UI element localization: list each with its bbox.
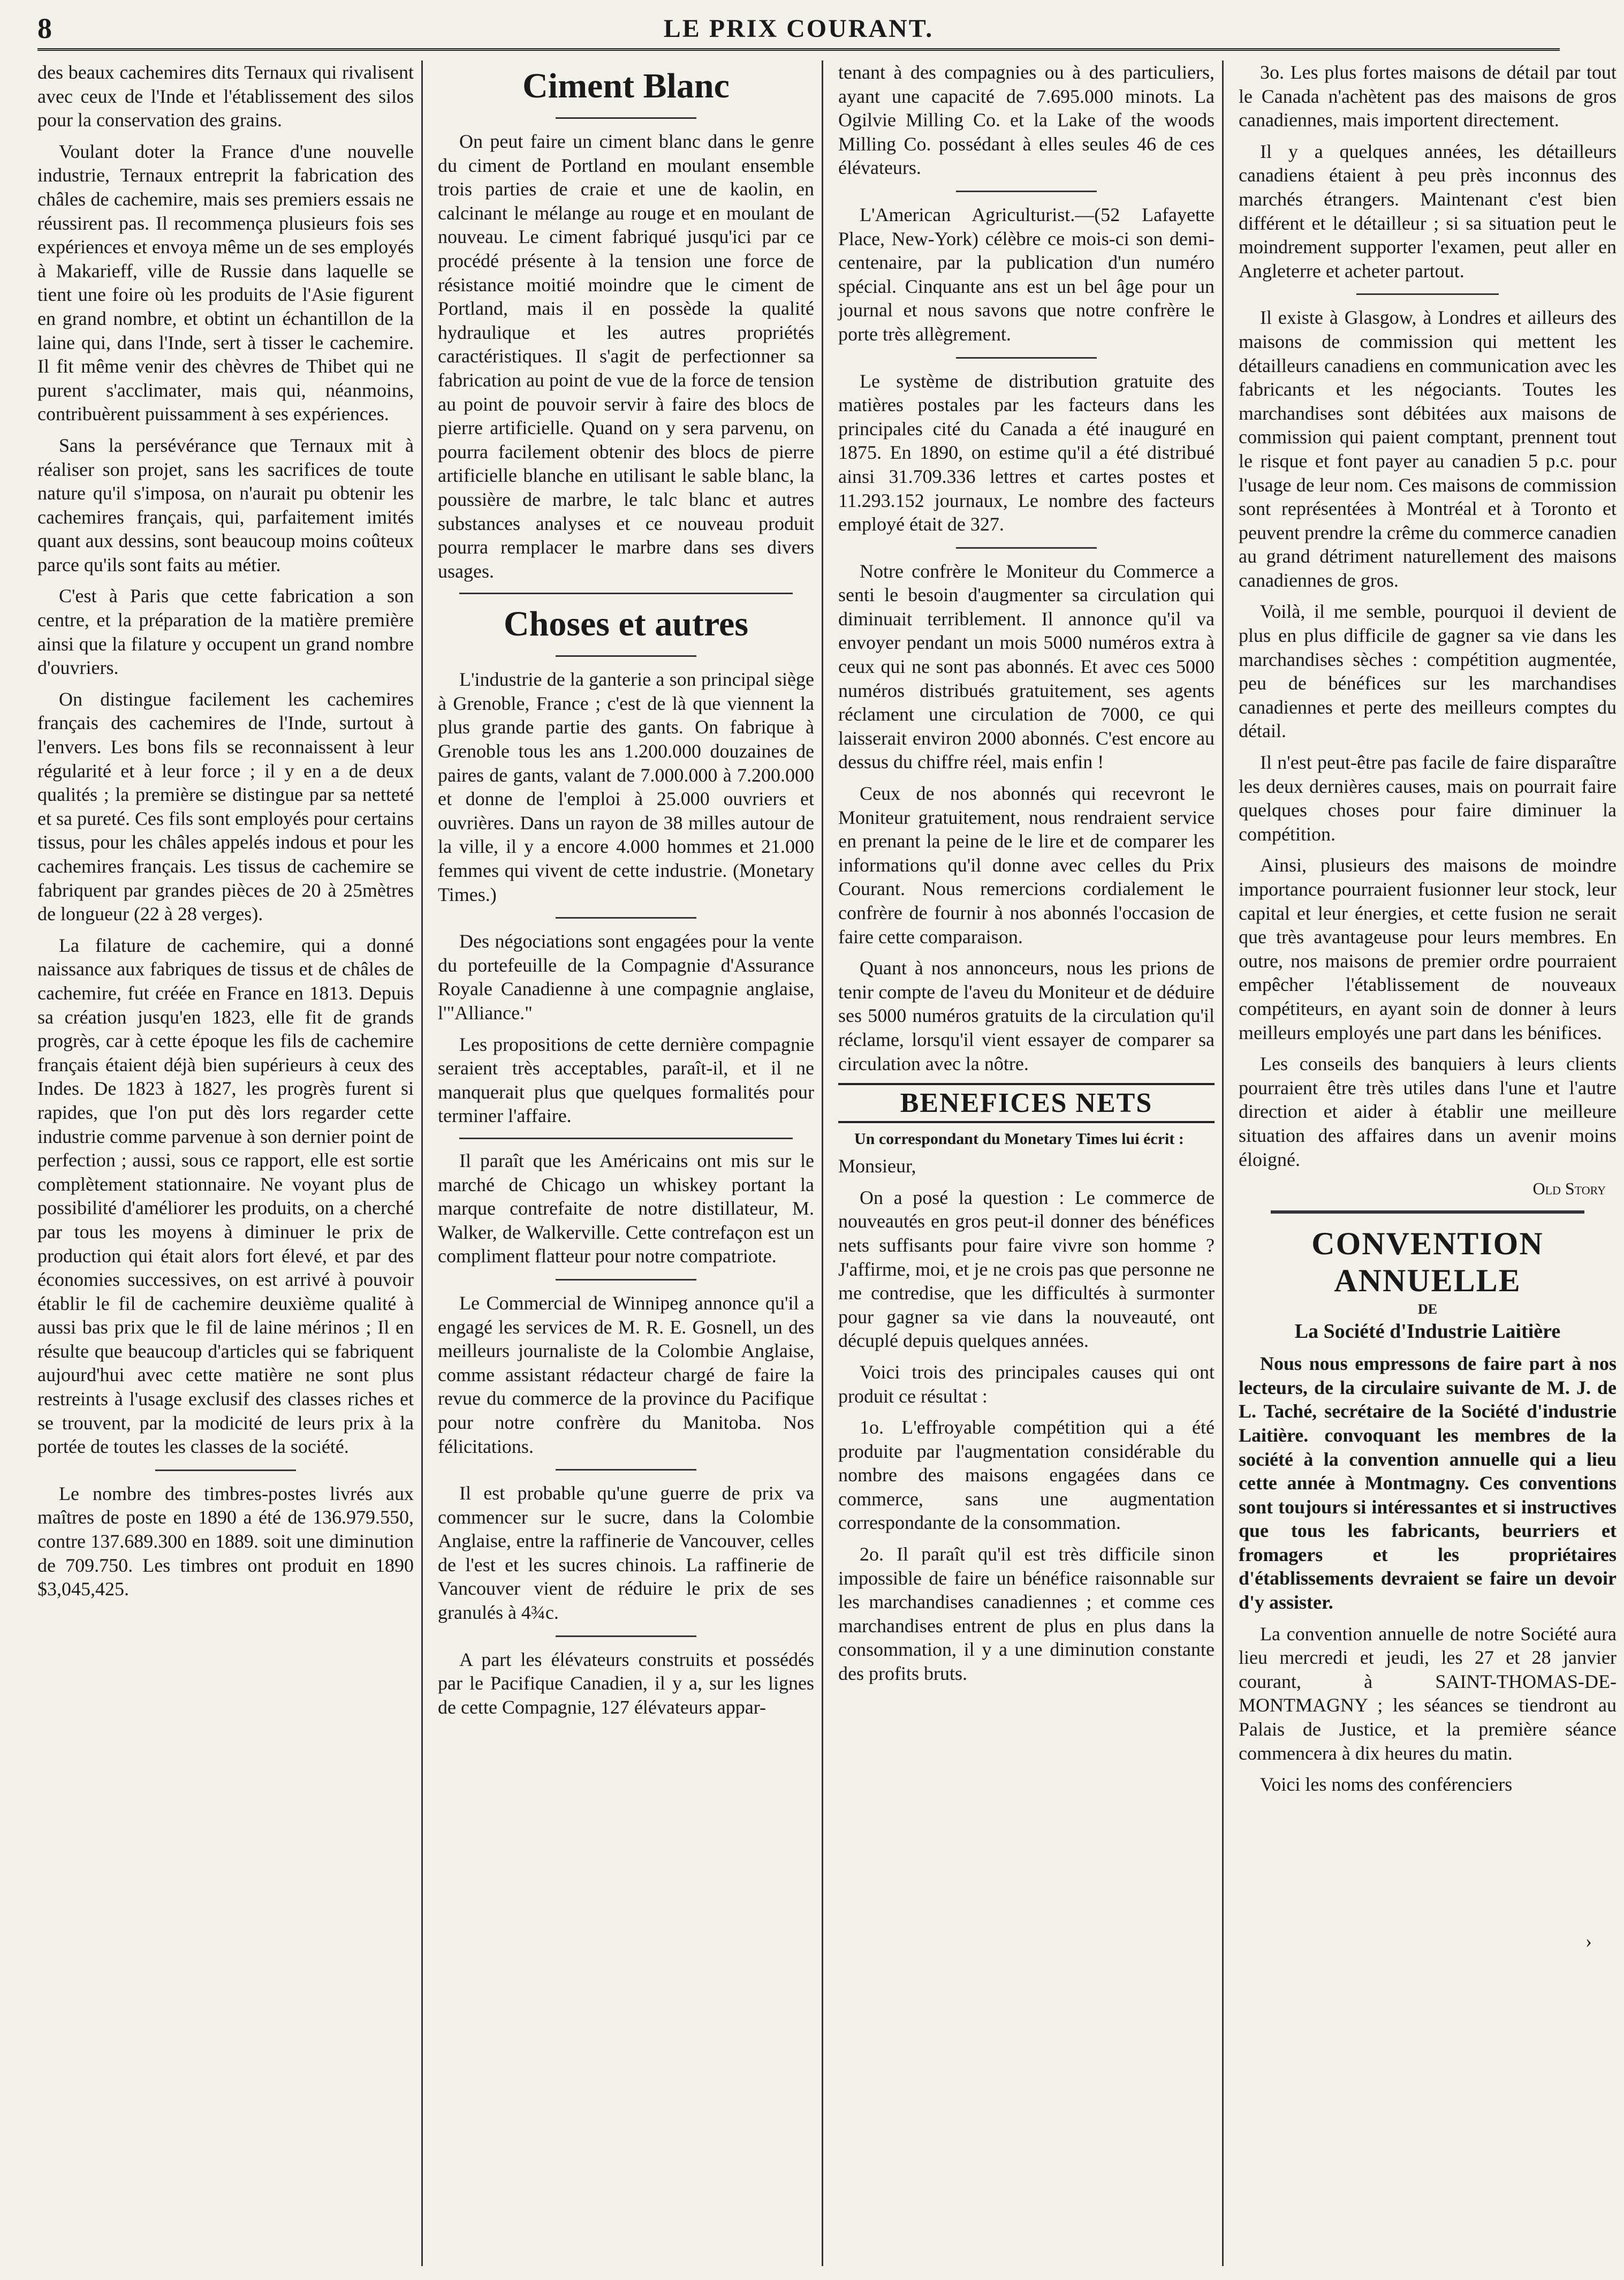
paragraph: Quant à nos annonceurs, nous les prions de tenir compte de l'aveu du Moniteur et de déduire ses 5000 numéros gratuits de la circulation qu'il réclame, lorsqu'il vient essayer de comparer sa circulation avec la nôtre.: [838, 957, 1215, 1074]
divider-rule: [556, 1469, 696, 1471]
paragraph: Voici les noms des conférenciers: [1260, 1774, 1513, 1796]
column-2: [438, 60, 823, 2266]
paragraph: Les propositions de cette dernière compagnie seraient très acceptables, paraît-il, et il ne manquerait plus que quelques formalités pour terminer l'affaire.: [438, 1033, 814, 1127]
paragraph: Il existe à Glasgow, à Londres et ailleurs des maisons de commission qui mettent les détailleurs canadiens en communication avec les fabricants et les négociants. Toutes les marchandises sont débitées aux maisons de commission qui paient comptant, prennent tout le risque et font payer au canadien 5 p.c. pour l'usage de leur nom. Ces maisons de commission sont représentées à Montréal et à Toronto et peuvent prendre la crême du commerce canadien au grand détriment naturellement des maisons canadiennes de gros.: [1239, 307, 1617, 591]
paragraph: Il paraît que les Américains ont mis sur le marché de Chicago un whiskey portant la marque contrefaite de notre distillateur, M. Walker, de Walkerville. Cette contrefaçon est un compliment flatteur pour notre compatriote.: [438, 1149, 814, 1267]
paragraph: Le Commercial de Winnipeg annonce qu'il a engagé les services de M. R. E. Gosnell, un des meilleurs journaliste de la Colombie Anglaise, comme assistant rédacteur chargé de faire la revue du commerce de la province du Pacifique pour notre confrère du Manitoba. Nos félicitations.: [438, 1292, 814, 1457]
paragraph: On peut faire un ciment blanc dans le genre du ciment de Portland en moulant ensemble trois parties de craie et une de kaolin, en calcinant le mélange au rouge et en moulant de nouveau. Le ciment fabriqué jusqu'ici par ce procédé présente à la tension une force de résistance moitié moindre que le ciment de Portland, mais il en possède la qualité hydraulique et les autres propriétés caractéristiques. Il s'agit de perfectionner sa fabrication au point de vue de la force de tension au point de pouvoir servir à faire des blocs de pierre artificielle. Quand on y sera parvenu, on pourra facilement obtenir des blocs de pierre artificielle blanche en utilisant le sable blanc, la poussière de marbre, le talc blanc et autres substances analyses et ce nouveau produit pourra remplacer le marbre dans ses divers usages.: [438, 131, 814, 582]
paragraph: On distingue facilement les cachemires français des cachemires de l'Inde, surtout à l'envers. Les bons fils se reconnaissent à leur régularité et à leur force ; il y en a de deux qualités ; la première se distingue par sa netteté et sa pureté. Ces fils sont employés pour certains tissus, pour les châles appelés indous et pour les cachemires français. Les tissus de cachemire se fabriquent par grandes pièces de 20 à 25mètres de longueur (22 à 28 verges).: [37, 688, 414, 925]
divider-rule: [556, 117, 696, 119]
divider-rule: [155, 1469, 296, 1471]
paragraph: des beaux cachemires dits Ternaux qui rivalisent avec ceux de l'Inde et l'établissement des silos pour la conservation des grains.: [37, 62, 414, 131]
paragraph: L'industrie de la ganterie a son principal siège à Grenoble, France ; c'est de là que viennent la plus grande partie des gants. On fabrique à Grenoble tous les ans 1.200.000 douzaines de paires de gants, valant de 7.000.000 à 7.200.000 et donne de l'emploi à 25.000 ouvriers et ouvrières. Dans un rayon de 38 milles autour de la ville, il y a encore 4.000 hommes et 21.000 femmes qui vivent de cette industrie. (Monetary Times.): [438, 669, 814, 905]
paragraph: Voulant doter la France d'une nouvelle industrie, Ternaux entreprit la fabrication des châles de cachemire, mais ses premiers essais ne réussirent pas. Il recommença plusieurs fois ses expériences et envoya même un de ses employés à Makarieff, ville de Russie dans laquelle se tient une foire où les produits de l'Asie figurent en grand nombre, et obtint un échantillon de la laine qui, dans l'Inde, sert à tisser le cachemire. Il fit même venir des chèvres de Thibet qui ne purent s'acclimater, mais qui, néanmoins, contribuèrent puissamment à ses expériences.: [37, 140, 414, 425]
article-title-ciment-blanc: Ciment Blanc: [522, 66, 730, 105]
divider-rule: [1271, 1210, 1584, 1214]
column-4: [1239, 60, 1624, 2266]
paragraph: 1o. L'effroyable compétition qui a été produite par l'augmentation considérable du nombre des maisons engagées dans ce commerce, sans une augmentation correspondante de la consommation.: [838, 1417, 1215, 1534]
paragraph: Notre confrère le Moniteur du Commerce a senti le besoin d'augmenter sa circulation qui diminuait terriblement. Il annonce qu'il va envoyer pendant un mois 5000 numéros extra à ceux qui ne sont pas abonnés. Et avec ces 5000 numéros distribués gratuitement, ses agents réclament une circulation de 7000, ce qui laisserait environ 2000 abonnés. C'est encore au dessus du chiffre réel, mais enfin !: [838, 560, 1215, 773]
bold-intro-paragraph: Nous nous empressons de faire part à nos lecteurs, de la circulaire suivante de M. J. de L. Taché, secrétaire de la Société d'industrie Laitière. convoquant les membres de la société à la convention annuelle qui a lieu cette année à Montmagny. Ces conventions sont toujours si intéressantes et si instructives que tous les fabricants, beurriers et fromagers et les propriétaires d'établissements devraient se faire un devoir d'y assister.: [1239, 1353, 1617, 1614]
salutation: Monsieur,: [838, 1155, 916, 1177]
paragraph: C'est à Paris que cette fabrication a son centre, et la préparation de la matière première ainsi que la filature y occupent un grand nombre d'ouvriers.: [37, 585, 414, 679]
paragraph: La convention annuelle de notre Société aura lieu mercredi et jeudi, les 27 et 28 janvier courant, à SAINT-THOMAS-DE-MONTMAGNY ; les séances se tiendront au Palais de Justice, et la première séance commencera à dix heures du matin.: [1239, 1623, 1617, 1764]
columns: [37, 60, 1617, 2266]
page-header: [37, 11, 1560, 51]
article-title-benefices-nets: BENEFICES NETS: [838, 1083, 1215, 1123]
correspondent-intro: Un correspondant du Monetary Times lui écrit :: [854, 1130, 1184, 1148]
paragraph: 3o. Les plus fortes maisons de détail par tout le Canada n'achètent pas des maisons de gros canadiennes, mais importent directement.: [1239, 62, 1617, 131]
divider-rule: [556, 1635, 696, 1637]
column-1: [37, 60, 423, 2266]
paragraph: tenant à des compagnies ou à des particuliers, ayant une capacité de 7.695.000 minots. La Ogilvie Milling Co. et la Lake of the woods Milling Co. possédant à elles seules 46 de ces élévateurs.: [838, 62, 1215, 179]
paragraph: Il n'est peut-être pas facile de faire disparaître les deux dernières causes, mais on pourrait faire quelques choses pour faire diminuer la compétition.: [1239, 752, 1617, 845]
paragraph: Il est probable qu'une guerre de prix va commencer sur le sucre, dans la Colombie Anglaise, entre la raffinerie de Vancouver, celles de l'est et les sucres chinois. La raffinerie de Vancouver vient de réduire le prix de ses granulés à 4¾c.: [438, 1482, 814, 1624]
article-title-connector: DE: [1417, 1301, 1438, 1317]
running-title: LE PRIX COURANT.: [663, 14, 934, 43]
column-3: [838, 60, 1224, 2266]
divider-rule: [956, 357, 1097, 359]
paragraph: Voilà, il me semble, pourquoi il devient de plus en plus difficile de gagner sa vie dans les marchandises sèches : compétition augmentée, peu de bénéfices sur les marchandises canadiennes et perte des meilleurs comptes du détail.: [1239, 601, 1617, 742]
paragraph: La filature de cachemire, qui a donné naissance aux fabriques de tissus et de châles de cachemire, fut créée en France en 1813. Depuis sa création jusqu'en 1823, elle fit de grands progrès, car à cette époque les fils de cachemire français étaient déjà bien supérieurs à ceux des Indes. De 1823 à 1827, les progrès furent si rapides, que l'on put dès lors regarder cette industrie comme parvenue à son dernier point de perfection ; aussi, sous ce rapport, elle est sortie complètement stationnaire. Ne voyant plus de possibilité d'améliorer les produits, on a cherché par tous les moyens à diminuer le prix de production qui était alors fort élevé, et par des économies successives, on est arrivé à pouvoir établir le fil de cachemire deuxième qualité à aussi bas prix que le fil de laine mérinos ; Il en résulte que beaucoup d'articles qui se fabriquent aujourd'hui avec cette matière ne sont plus restreints à l'usage exclusif des classes riches et se trouvent, par la modicité de leurs prix à la portée de toutes les classes de la société.: [37, 934, 414, 1458]
paragraph: Voici trois des principales causes qui ont produit ce résultat :: [838, 1361, 1215, 1407]
paragraph: Les conseils des banquiers à leurs clients pourraient être très utiles dans l'une et l'autre direction et aider à établir une meilleure situation des affaires dans un avenir moins éloigné.: [1239, 1053, 1617, 1170]
paragraph: Le système de distribution gratuite des matières postales par les facteurs dans les principales cité du Canada a été inauguré en 1875. En 1890, on estime qu'il a été distribué ainsi 31.709.336 lettres et cartes postes et 11.293.152 journaux, Le nombre des facteurs employé était de 327.: [838, 370, 1215, 535]
paragraph: Il y a quelques années, les détailleurs canadiens étaient à peu près inconnus des marchés étrangers. Maintenant c'est bien différent et le détailleur ; si sa situation peut le moindrement supporter l'examen, peut aller en Angleterre et acheter partout.: [1239, 140, 1617, 282]
page-number: 8: [37, 12, 52, 44]
paragraph: Ainsi, plusieurs des maisons de moindre importance pourraient fusionner leur stock, leur capital et leur énergies, et cette fusion ne serait que très avantageuse pour leurs membres. En outre, nos maisons de premier ordre pourraient empêcher l'établissement de nouveaux compétiteurs, en ayant soin de donner à leurs meilleurs employés une part dans les bénifices.: [1239, 854, 1617, 1043]
article-subtitle: La Société d'Industrie Laitière: [1294, 1320, 1561, 1343]
paragraph: Des négociations sont engagées pour la vente du portefeuille de la Compagnie d'Assurance Royale Canadienne à une compagnie anglaise, l'"Alliance.": [438, 930, 814, 1024]
article-title-choses-et-autres: Choses et autres: [503, 604, 749, 644]
article-title-convention: CONVENTION ANNUELLE: [1311, 1226, 1544, 1299]
divider-rule: [556, 1279, 696, 1281]
divider-rule: [956, 547, 1097, 549]
paragraph: A part les élévateurs construits et possédés par le Pacifique Canadien, il y a, sur les lignes de cette Compagnie, 127 élévateurs appar-: [438, 1648, 814, 1718]
divider-rule: [956, 191, 1097, 192]
signature: Old Story: [1532, 1179, 1606, 1199]
divider-rule: [459, 1138, 793, 1139]
chevron-right-icon: ›: [1585, 1930, 1592, 1952]
paragraph: L'American Agriculturist.—(52 Lafayette Place, New-York) célèbre ce mois-ci son demi-centenaire, par la publication d'un numéro spécial. Cinquante ans est un bel âge pour un journal et nous savons que notre confrère le porte très allègrement.: [838, 203, 1215, 345]
divider-rule: [556, 917, 696, 919]
paragraph: Le nombre des timbres-postes livrés aux maîtres de poste en 1890 a été de 136.979.550, contre 137.689.300 en 1889. soit une diminution de 709.750. Les timbres ont produit en 1890 $3,045,425.: [37, 1482, 414, 1600]
divider-rule: [459, 593, 793, 594]
divider-rule: [556, 655, 696, 657]
paragraph: Ceux de nos abonnés qui recevront le Moniteur gratuitement, nous rendraient service en prenant la peine de le lire et de comparer les informations qu'il donne avec celles du Prix Courant. Nous remercions cordialement le confrère de fournir à nos abonnés l'occasion de faire cette comparaison.: [838, 783, 1215, 948]
divider-rule: [1356, 293, 1499, 295]
paragraph: 2o. Il paraît qu'il est très difficile sinon impossible de faire un bénéfice raisonnable sur les marchandises canadiennes ; et comme ces marchandises entrent de plus en plus dans la consommation, il y a une diminution constante des profits bruts.: [838, 1543, 1215, 1685]
paragraph: Sans la persévérance que Ternaux mit à réaliser son projet, sans les sacrifices de toute nature qu'il s'imposa, on n'aurait pu obtenir les cachemires français, qui, parfaitement imités quant aux dessins, sont beaucoup moins coûteux parce qu'ils sont faits au métier.: [37, 434, 414, 575]
paragraph: On a posé la question : Le commerce de nouveautés en gros peut-il donner des bénéfices nets suffisants pour faire vivre son homme ? J'affirme, moi, et je ne crois pas que personne ne me contredise, que les difficultés à surmonter pour gagner sa vie dans la nouveauté, ont décuplé depuis quelques années.: [838, 1186, 1215, 1352]
